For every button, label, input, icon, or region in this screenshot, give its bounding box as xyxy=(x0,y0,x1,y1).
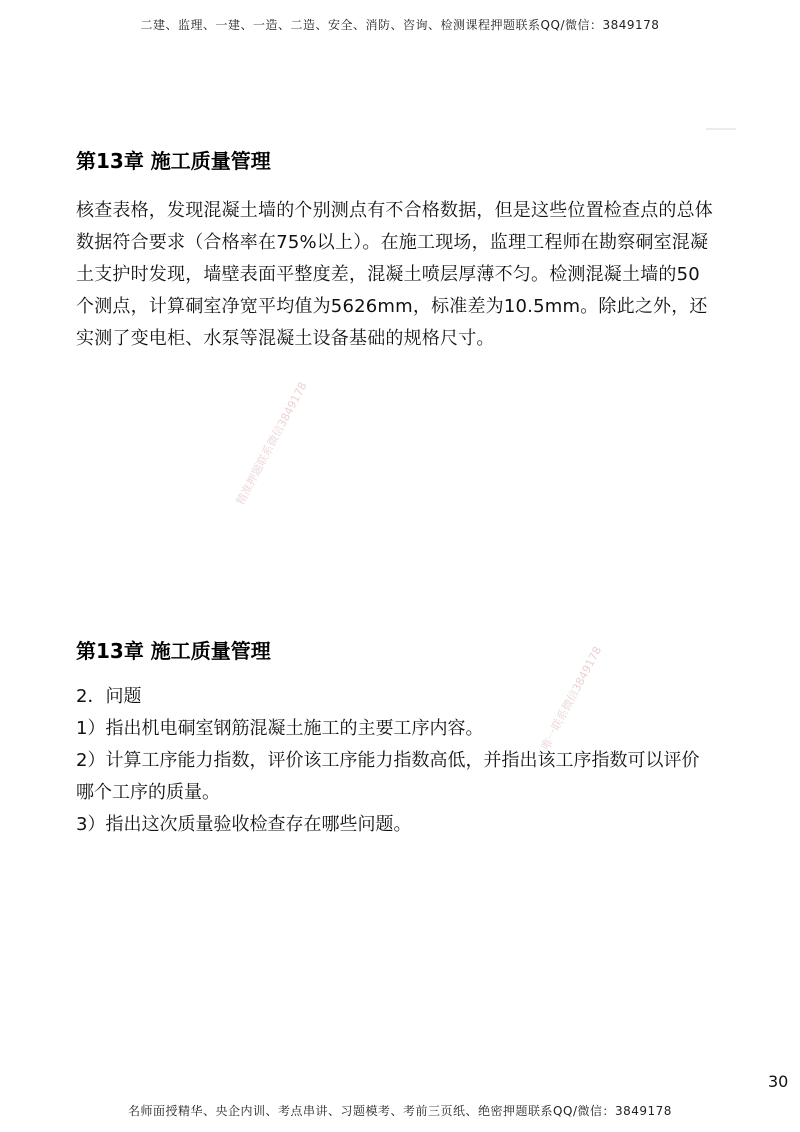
watermark-one: 精准押题联系微信3849178 xyxy=(233,379,310,508)
watermark-two: 唯一联系微信3849178 xyxy=(538,644,605,753)
section-one xyxy=(76,147,716,355)
section-one-title: 第13章 施工质量管理 xyxy=(76,149,271,173)
page-footer: 名师面授精华、央企内训、考点串讲、习题模考、考前三页纸、绝密押题联系QQ/微信：3849178 xyxy=(128,1104,672,1118)
section-two xyxy=(76,637,716,841)
question-item-2: 2）计算工序能力指数，评价该工序能力指数高低，并指出该工序指数可以评价哪个工序的质量。 xyxy=(76,750,700,803)
section-one-paragraph: 核查表格，发现混凝土墙的个别测点有不合格数据，但是这些位置检查点的总体数据符合要求（合格率在75%以上）。在施工现场，监理工程师在勘察硐室混凝土支护时发现，墙壁表面平整度差，混凝土喷层厚薄不匀。检测混凝土墙的50个测点，计算硐室净宽平均值为5626mm，标准差为10.5mm。除此之外，还实测了变电柜、水泵等混凝土设备基础的规格尺寸。 xyxy=(76,200,713,349)
scan-mark xyxy=(706,128,736,130)
question-item-1: 1）指出机电硐室钢筋混凝土施工的主要工序内容。 xyxy=(76,718,484,739)
section-two-title: 第13章 施工质量管理 xyxy=(76,639,271,663)
page-header: 二建、监理、一建、一造、二造、安全、消防、咨询、检测课程押题联系QQ/微信：3849178 xyxy=(140,18,660,32)
question-list xyxy=(76,681,716,841)
question-heading: 2．问题 xyxy=(76,686,142,707)
question-item-3: 3）指出这次质量验收检查存在哪些问题。 xyxy=(76,814,412,835)
page-number: 30 xyxy=(768,1072,789,1091)
